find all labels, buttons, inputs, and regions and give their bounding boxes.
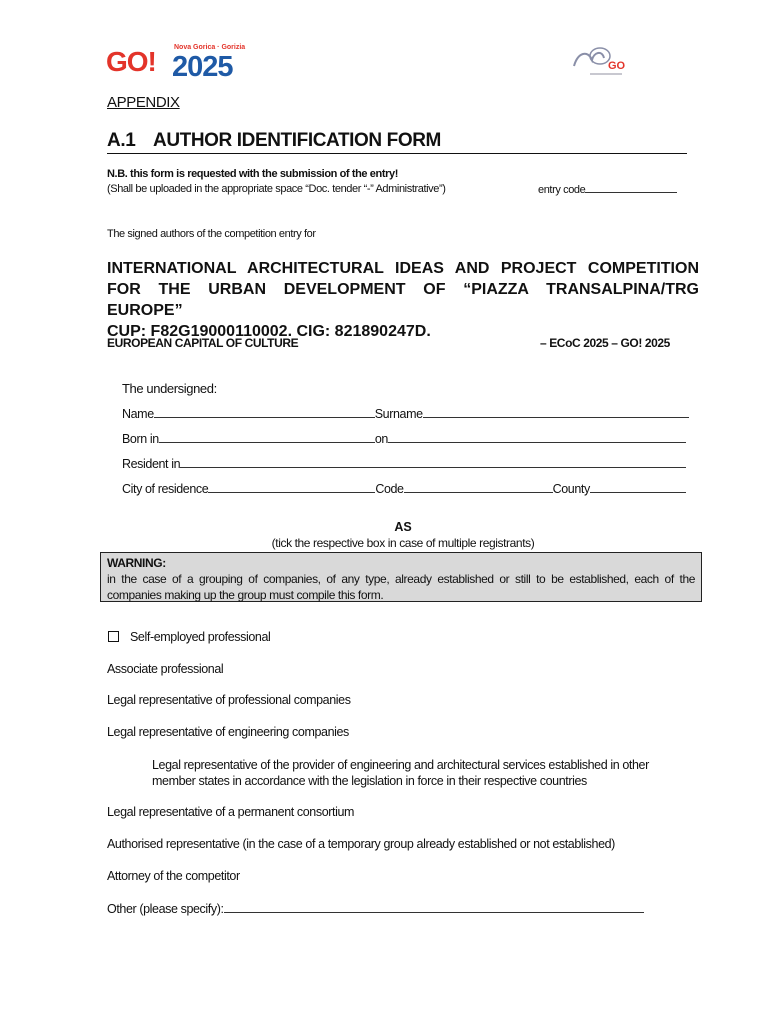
option-other[interactable] xyxy=(107,901,644,916)
signed-authors-text: The signed authors of the competition entry for xyxy=(107,228,316,240)
option-engineering-companies[interactable]: Legal representative of engineering companies xyxy=(107,725,349,739)
form-number: A.1 xyxy=(107,130,136,151)
logo-year-text: 2025 xyxy=(172,51,233,83)
name-field[interactable] xyxy=(154,406,375,418)
entry-code-blank[interactable] xyxy=(585,183,677,193)
option-professional-companies[interactable]: Legal representative of professional companies xyxy=(107,693,351,707)
checkbox-self-employed[interactable] xyxy=(108,631,119,642)
born-on-label: on xyxy=(374,432,388,446)
name-row xyxy=(122,406,689,421)
mgo-logo xyxy=(570,44,632,80)
option-attorney[interactable]: Attorney of the competitor xyxy=(107,869,240,883)
option-self-employed[interactable] xyxy=(108,630,270,644)
logo-go-text: GO! xyxy=(106,46,156,77)
surname-field[interactable] xyxy=(423,406,689,418)
city-label: City of residence xyxy=(122,482,209,496)
warning-title: WARNING: xyxy=(107,556,166,570)
mgo-logo-text: GO xyxy=(608,60,626,72)
surname-label: Surname xyxy=(374,407,423,421)
option-other-label: Other (please specify): xyxy=(107,902,224,916)
entry-code-field[interactable] xyxy=(538,183,677,196)
cup-cig-text: CUP: F82G19000110002. CIG: 821890247D. xyxy=(107,323,431,340)
upload-instructions: (Shall be uploaded in the appropriate space “Doc. tender “-” Administrative”) xyxy=(107,183,446,195)
other-specify-field[interactable] xyxy=(224,901,644,913)
resident-in-field[interactable] xyxy=(180,456,686,468)
option-permanent-consortium[interactable]: Legal representative of a permanent consortium xyxy=(107,805,355,819)
born-on-field[interactable] xyxy=(388,431,686,443)
form-title-text: AUTHOR IDENTIFICATION FORM xyxy=(153,130,441,151)
county-field[interactable] xyxy=(590,481,686,493)
resident-row xyxy=(122,456,686,471)
born-row xyxy=(122,431,686,446)
entry-code-label: entry code xyxy=(538,184,586,196)
born-in-label: Born in xyxy=(122,432,159,446)
name-label: Name xyxy=(122,407,154,421)
option-authorised-representative[interactable]: Authorised representative (in the case of a temporary group already established or not established) xyxy=(107,837,615,851)
competition-title-text: INTERNATIONAL ARCHITECTURAL IDEAS AND PROJECT COMPETITION FOR THE URBAN DEVELOPMENT OF “PIAZZA TRANSALPINA/TRG EUROPE” xyxy=(107,260,699,319)
form-title xyxy=(107,130,687,154)
go-2025-logo xyxy=(106,44,246,84)
county-label: County xyxy=(552,482,590,496)
warning-text: in the case of a grouping of companies, of any type, already established or still to be established, each of the companies making up the group must compile this form. xyxy=(107,572,695,602)
code-field[interactable] xyxy=(404,481,553,493)
ecoc-left: EUROPEAN CAPITAL OF CULTURE xyxy=(107,336,299,350)
logo-city-text: Nova Gorica · Gorizia xyxy=(174,44,246,51)
born-in-field[interactable] xyxy=(159,431,375,443)
as-subtitle: (tick the respective box in case of multiple registrants) xyxy=(271,536,535,550)
option-self-employed-label: Self-employed professional xyxy=(130,630,271,644)
resident-in-label: Resident in xyxy=(122,457,181,471)
city-row xyxy=(122,481,686,496)
undersigned-label: The undersigned: xyxy=(122,381,217,396)
option-provider-member-states[interactable]: Legal representative of the provider of engineering and architectural services established in other member states in accordance with the legislation in force in their respective countries xyxy=(152,758,649,788)
warning-box xyxy=(100,552,702,602)
as-heading: AS xyxy=(394,520,412,534)
code-label: Code xyxy=(375,482,404,496)
ecoc-right: – ECoC 2025 – GO! 2025 xyxy=(540,336,670,350)
nb-notice: N.B. this form is requested with the submission of the entry! xyxy=(107,168,398,180)
competition-title xyxy=(107,258,699,342)
option-associate[interactable]: Associate professional xyxy=(107,662,224,676)
appendix-heading: APPENDIX xyxy=(107,94,180,111)
city-field[interactable] xyxy=(208,481,375,493)
